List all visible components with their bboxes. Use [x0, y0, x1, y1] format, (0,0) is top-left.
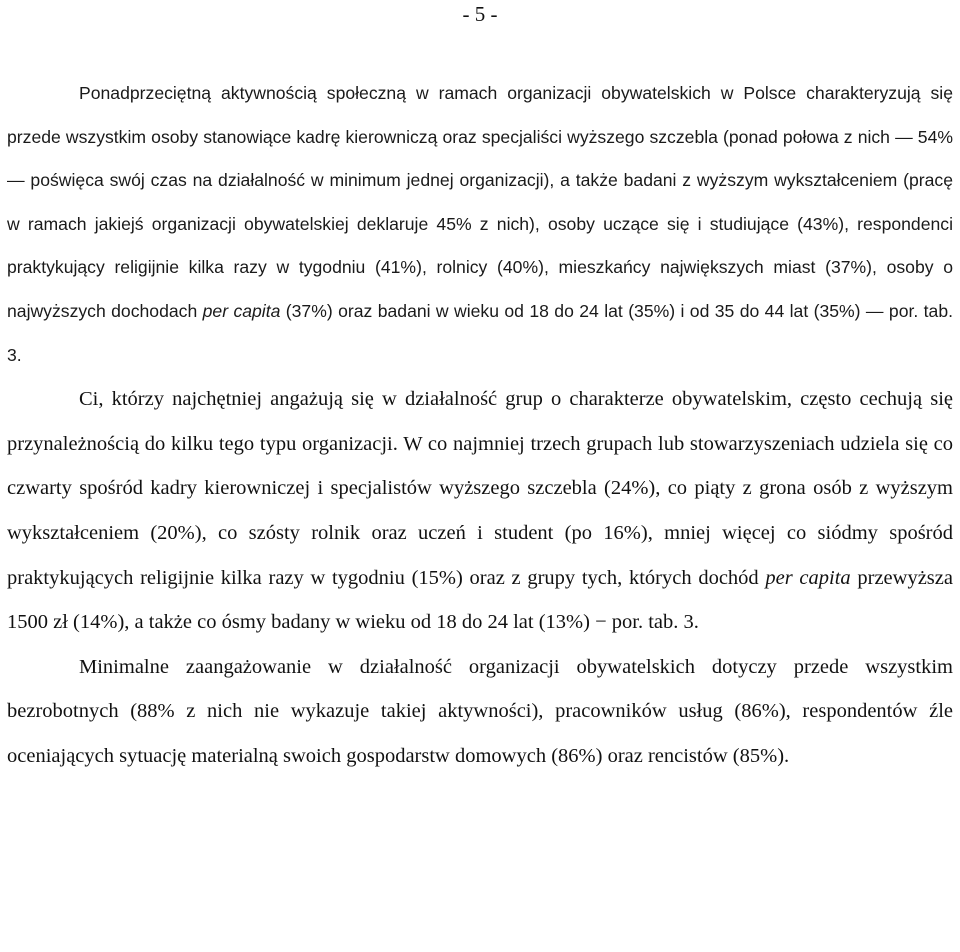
paragraph-2-text-b: przewyższa 1500 zł (14%), a także co ósmy badany w wieku od 18 do 24 lat (13%) − por. tab. 3. [7, 566, 953, 634]
paragraph-2-text-a: Ci, którzy najchętniej angażują się w działalność grup o charakterze obywatelskim, często cechują się przynależnością do kilku tego typu organizacji. W co najmniej trzech grupach lub stowarzyszeniach udziela się co czwarty spośród kadry kierowniczej i specjalistów wyższego szczebla (24%), co piąty z grona osób z wyższym wykształceniem (20%), co szósty rolnik oraz uczeń i student (po 16%), mniej więcej co siódmy spośród praktykujących religijnie kilka razy w tygodniu (15%) oraz z grupy tych, których dochód [7, 388, 953, 589]
paragraph-2 [7, 377, 953, 645]
paragraph-3 [7, 645, 953, 779]
paragraph-2-italic-term: per capita [765, 566, 851, 589]
page-number: - 5 - [462, 2, 498, 26]
paragraph-1 [7, 72, 953, 377]
paragraph-1-text-b: (37%) oraz badani w wieku od 18 do 24 lat (35%) i od 35 do 44 lat (35%) — por. tab. 3. [7, 300, 953, 365]
document-body [7, 72, 953, 779]
paragraph-3-text: Minimalne zaangażowanie w działalność organizacji obywatelskich dotyczy przede wszystkim bezrobotnych (88% z nich nie wykazuje takiej aktywności), pracowników usług (86%), respondentów źle oceniających sytuację materialną swoich gospodarstw domowych (86%) oraz rencistów (85%). [7, 655, 953, 767]
paragraph-1-text-a: Ponadprzeciętną aktywnością społeczną w ramach organizacji obywatelskich w Polsce charakteryzują się przede wszystkim osoby stanowiące kadrę kierowniczą oraz specjaliści wyższego szczebla (ponad połowa z nich — 54% — poświęca swój czas na działalność w minimum jednej organizacji), a także badani z wyższym wykształceniem (pracę w ramach jakiejś organizacji obywatelskiej deklaruje 45% z nich), osoby uczące się i studiujące (43%), respondenci praktykujący religijnie kilka razy w tygodniu (41%), rolnicy (40%), mieszkańcy największych miast (37%), osoby o najwyższych dochodach [7, 83, 953, 321]
paragraph-1-italic-term: per capita [202, 300, 281, 321]
